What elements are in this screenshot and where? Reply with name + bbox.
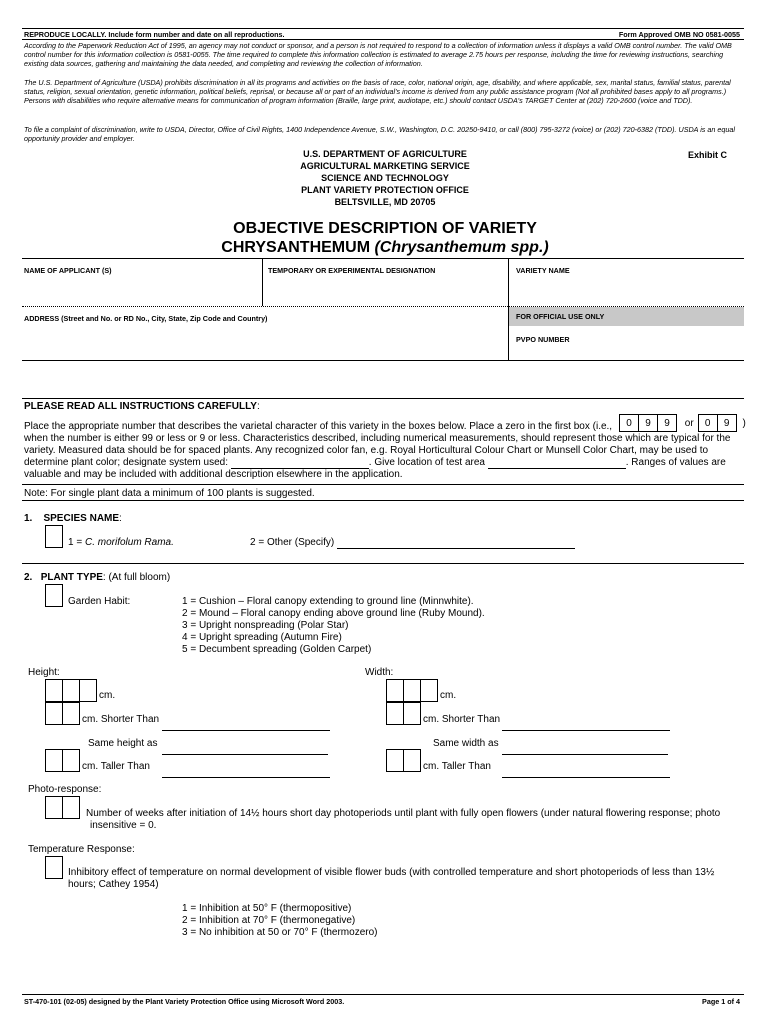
temperature-response-label: Temperature Response:: [28, 844, 135, 855]
temperature-option-1: 1 = Inhibition at 50° F (thermopositive): [182, 903, 352, 914]
species-heading: 1. SPECIES NAME:: [24, 513, 122, 524]
example-digit: 9: [638, 414, 658, 432]
form-subtitle: CHRYSANTHEMUM (Chrysanthemum spp.): [221, 239, 549, 256]
reproduce-notice: REPRODUCE LOCALLY. Include form number and date on all reproductions.: [24, 30, 285, 39]
width-taller-label: cm. Taller Than: [423, 761, 491, 772]
temperature-response-text-2: hours; Cathey 1954): [68, 879, 159, 890]
applicant-label: NAME OF APPLICANT (S): [24, 266, 112, 275]
form-id: ST-470-101 (02-05) designed by the Plant Variety Protection Office using Microsoft Word 2003.: [24, 997, 345, 1006]
temperature-response-text: Inhibitory effect of temperature on normal development of visible flower buds (with controlled temperature and short photoperiods of less than 13½: [68, 867, 715, 878]
official-use-label: FOR OFFICIAL USE ONLY: [509, 307, 744, 326]
instructions-top-rule: [22, 398, 744, 399]
width-shorter-label: cm. Shorter Than: [423, 714, 501, 725]
agency-line-5: BELTSVILLE, MD 20705: [334, 197, 436, 207]
pvpo-number-label: PVPO NUMBER: [516, 335, 570, 344]
height-box-3[interactable]: [79, 679, 97, 702]
example-digit: 0: [619, 414, 639, 432]
height-taller-box-1[interactable]: [45, 749, 63, 772]
agency-line-2: AGRICULTURAL MARKETING SERVICE: [300, 161, 470, 171]
complaint-notice: To file a complaint of discrimination, write to USDA, Director, Office of Civil Rights, 1400 Independence Avenue, S.W., Washington, D.C. 20250-9410, or call (800) 795-3272 (voice) or (202) 720-6382 (TDD). USDA is an equal opportunity provider and employer.: [24, 125, 735, 143]
address-label: ADDRESS (Street and No. or RD No., City, State, Zip Code and Country): [24, 314, 268, 323]
height-shorter-box-1[interactable]: [45, 702, 63, 725]
note-text: Note: For single plant data a minimum of 100 plants is suggested.: [24, 488, 315, 499]
variety-name-field[interactable]: [512, 276, 742, 304]
same-height-field[interactable]: [162, 737, 328, 755]
section-1-rule: [22, 563, 744, 564]
omb-number: Form Approved OMB NO 0581-0055: [618, 30, 740, 39]
height-label: Height:: [28, 667, 60, 678]
temperature-response-box[interactable]: [45, 856, 63, 879]
width-narrower-box-2[interactable]: [403, 702, 421, 725]
width-label: Width:: [365, 667, 394, 678]
garden-habit-option-4: 4 = Upright spreading (Autumn Fire): [182, 632, 342, 643]
example-digits: 0 9 9 or 0 9 ): [619, 414, 746, 432]
example-digit: 0: [698, 414, 718, 432]
header-rule: [22, 39, 744, 40]
species-option-2: 2 = Other (Specify): [250, 537, 575, 549]
width-taller-box-2[interactable]: [403, 749, 421, 772]
same-height-label: Same height as: [88, 738, 158, 749]
species-option-1: 1 = C. morifolum Rama.: [68, 537, 174, 548]
temperature-option-2: 2 = Inhibition at 70° F (thermonegative): [182, 915, 356, 926]
photo-response-text-2: insensitive = 0.: [90, 820, 157, 831]
instructions-heading: PLEASE READ ALL INSTRUCTIONS CAREFULLY:: [24, 401, 260, 412]
garden-habit-input-box[interactable]: [45, 584, 63, 607]
instructions-line-5: valuable and may be included with additional description elsewhere in the application.: [24, 469, 403, 480]
width-cm-label: cm.: [440, 690, 457, 701]
width-taller-box-1[interactable]: [386, 749, 404, 772]
temp-designation-field[interactable]: [266, 276, 506, 304]
height-shorter-label: cm. Shorter Than: [82, 714, 160, 725]
garden-habit-option-3: 3 = Upright nonspreading (Polar Star): [182, 620, 349, 631]
width-narrower-box-1[interactable]: [386, 702, 404, 725]
variety-name-label: VARIETY NAME: [516, 266, 570, 275]
agency-line-3: SCIENCE AND TECHNOLOGY: [321, 173, 449, 183]
applicant-field[interactable]: [24, 276, 260, 304]
temp-designation-label: TEMPORARY OR EXPERIMENTAL DESIGNATION: [268, 266, 436, 275]
same-width-label: Same width as: [433, 738, 499, 749]
width-shorter-field[interactable]: [502, 713, 670, 731]
instructions-bottom-rule: [22, 500, 744, 501]
instructions-line-2: when the number is either 99 or less or 9 or less. Characteristics described, including numerical measurements, should represent those which are typical for the: [24, 433, 731, 444]
width-box-3[interactable]: [420, 679, 438, 702]
same-width-field[interactable]: [502, 737, 668, 755]
height-shorter-box-2[interactable]: [62, 702, 80, 725]
plant-type-heading: 2. PLANT TYPE: (At full bloom): [24, 572, 171, 583]
temperature-option-3: 3 = No inhibition at 50 or 70° F (thermozero): [182, 927, 378, 938]
photo-response-text: Number of weeks after initiation of 14½ hours short day photoperiods until plant with fully open flowers (under natural flowering response; photo: [86, 808, 721, 819]
width-box-1[interactable]: [386, 679, 404, 702]
garden-habit-option-1: 1 = Cushion – Floral canopy extending to ground line (Minnwhite).: [182, 596, 474, 607]
grid-bottom-rule: [22, 360, 744, 361]
footer-rule: [22, 994, 744, 995]
width-box-2[interactable]: [403, 679, 421, 702]
garden-habit-option-5: 5 = Decumbent spreading (Golden Carpet): [182, 644, 372, 655]
photo-response-box-1[interactable]: [45, 796, 63, 819]
garden-habit-option-2: 2 = Mound – Floral canopy ending above ground line (Ruby Mound).: [182, 608, 485, 619]
photo-response-box-2[interactable]: [62, 796, 80, 819]
species-input-box[interactable]: [45, 525, 63, 548]
instructions-line-1: Place the appropriate number that describes the varietal character of this variety in the boxes below. Place a zero in the first box (i.e.,: [24, 421, 613, 432]
height-taller-box-2[interactable]: [62, 749, 80, 772]
color-system-field[interactable]: [231, 458, 369, 469]
height-cm-label: cm.: [99, 690, 116, 701]
exhibit-label: Exhibit C: [688, 150, 728, 160]
height-shorter-field[interactable]: [162, 713, 330, 731]
grid-divider-1: [262, 258, 263, 306]
instructions-mid-rule: [22, 484, 744, 485]
height-box-2[interactable]: [62, 679, 80, 702]
species-other-field[interactable]: [337, 538, 575, 549]
paperwork-notice: According to the Paperwork Reduction Act of 1995, an agency may not conduct or sponsor, and a person is not required to respond to a collection of information unless it displays a valid OMB control number. The valid OMB control number for this information collection is 0581-0055. The time required to complete this information collection is estimated to average 2.75 hours per response, including the time for reviewing instructions, searching existing data sources, gathering and maintaining the data needed, and completing and reviewing the collection of information.: [24, 41, 732, 68]
height-box-1[interactable]: [45, 679, 63, 702]
address-field[interactable]: [24, 326, 504, 356]
height-taller-label: cm. Taller Than: [82, 761, 150, 772]
garden-habit-label: Garden Habit:: [68, 596, 131, 607]
height-taller-field[interactable]: [162, 760, 330, 778]
instructions-line-3: variety. Measured data should be for spaced plants. Any recognized color fan, e.g. Royal Horticultural Colour Chart or Munsell Color Chart, may be used to: [24, 445, 709, 456]
top-rule: [22, 28, 744, 29]
agency-line-1: U.S. DEPARTMENT OF AGRICULTURE: [303, 149, 467, 159]
example-digit: 9: [657, 414, 677, 432]
page-number: Page 1 of 4: [702, 997, 740, 1006]
grid-top-rule: [22, 258, 744, 259]
width-taller-field[interactable]: [502, 760, 670, 778]
test-area-field[interactable]: [488, 458, 626, 469]
form-title: OBJECTIVE DESCRIPTION OF VARIETY: [233, 220, 537, 237]
example-digit: 9: [717, 414, 737, 432]
photo-response-label: Photo-response:: [28, 784, 102, 795]
instructions-line-4: determine plant color; designate system used: . Give location of test area . Ranges of values are: [24, 457, 726, 468]
nondiscrimination-notice: The U.S. Department of Agriculture (USDA) prohibits discrimination in all its programs and activities on the basis of race, color, national origin, age, disability, and where applicable, sex, marital status, familial status, parental status, religion, sexual orientation, genetic information, political beliefs, reprisal, or because all or part of an individual's income is derived from any public assistance program (Not all prohibited bases apply to all programs.) Persons with disabilities who require alternative means for communication of program information (Braille, large print, audiotape, etc.) should contact USDA's TARGET Center at (202) 720-2600 (voice and TDD).: [24, 78, 731, 105]
agency-line-4: PLANT VARIETY PROTECTION OFFICE: [301, 185, 469, 195]
